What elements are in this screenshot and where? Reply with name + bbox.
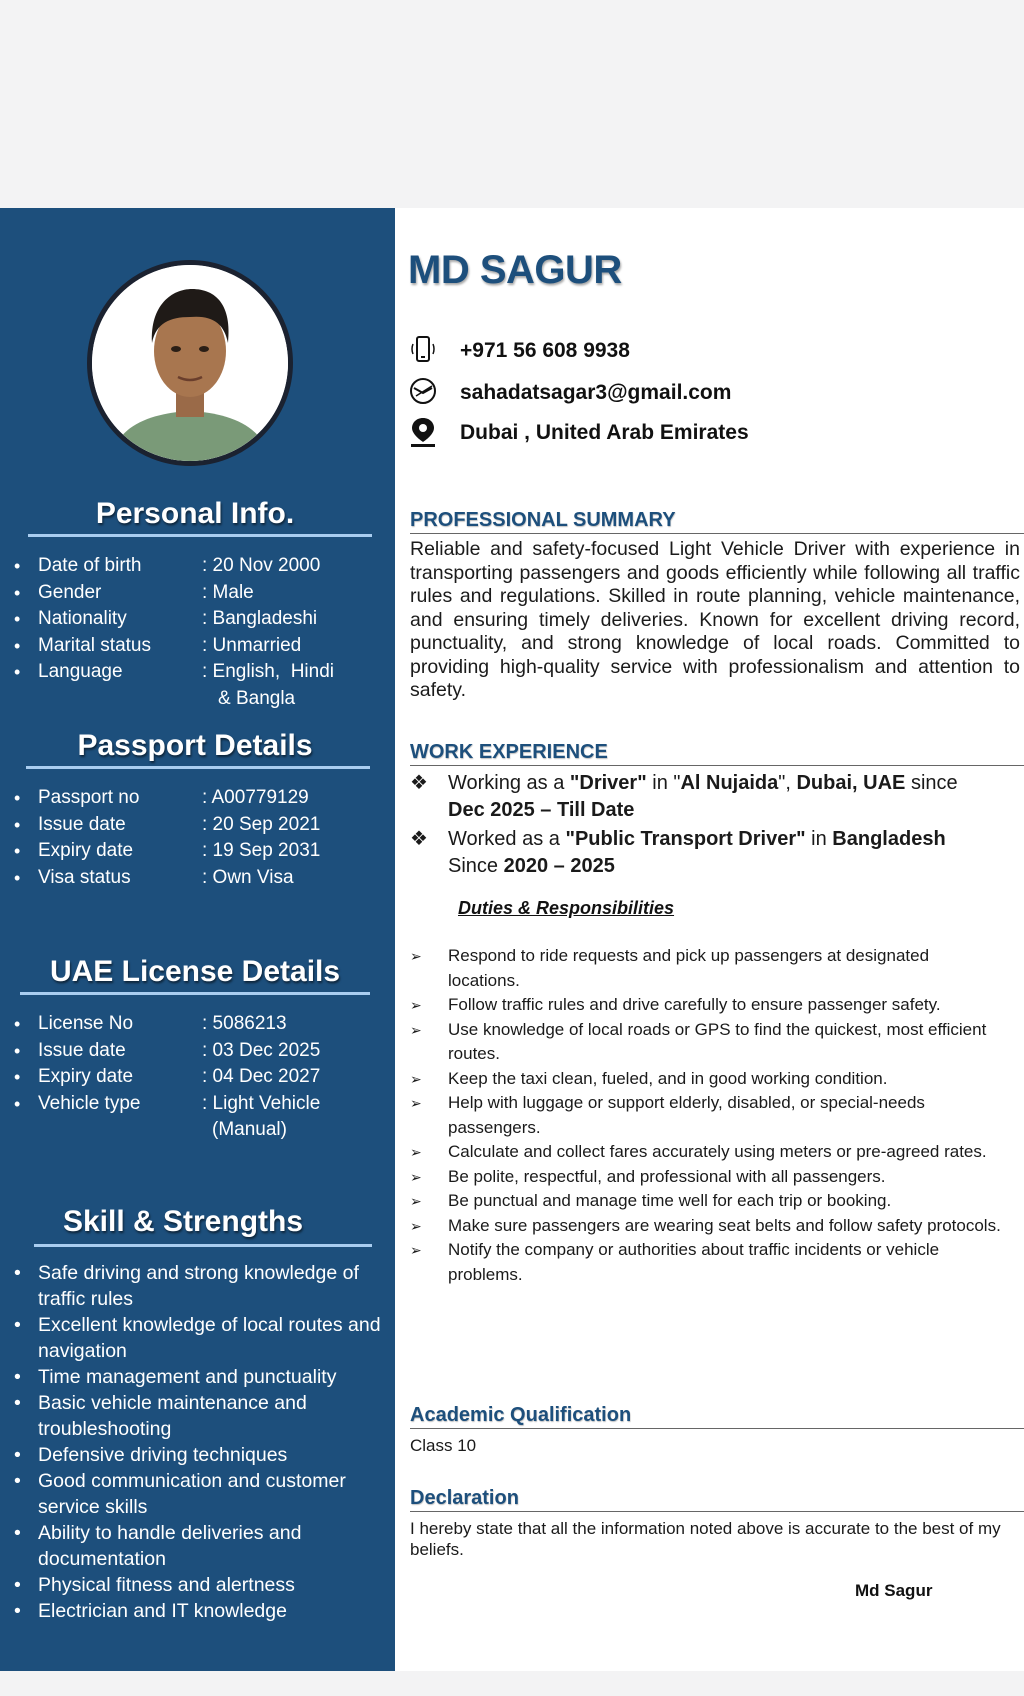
skill-item: • Safe driving and strong knowledge of traffic rules (14, 1260, 386, 1312)
passport-item-number (14, 785, 309, 812)
personal-info-list (14, 553, 335, 712)
skills-list (14, 1260, 386, 1624)
email-at-icon (408, 376, 438, 406)
skill-item: • Excellent knowledge of local routes and navigation (14, 1312, 386, 1364)
location-text: Dubai , United Arab Emirates (460, 421, 749, 444)
skills-heading: Skill & Strengths (62, 1205, 304, 1238)
passport-list (14, 785, 321, 891)
duty-item: ➢ Make sure passengers are wearing seat belts and follow safety protocols. (410, 1214, 1002, 1239)
skill-item: • Defensive driving techniques (14, 1442, 386, 1468)
signature-name: Md Sagur (855, 1581, 933, 1600)
work-list (410, 770, 1020, 882)
duty-item: ➢ Be punctual and manage time well for each trip or booking. (410, 1189, 1002, 1214)
skill-item: • Ability to handle deliveries and documentation (14, 1520, 386, 1572)
duty-item: ➢ Respond to ride requests and pick up passengers at designated locations. (410, 944, 1002, 993)
passport-item-expiry (14, 838, 321, 865)
label: • Issue date (38, 813, 126, 835)
value: : 5086213 (202, 1013, 287, 1034)
job-text: Since (448, 855, 504, 877)
personal-item-dob (14, 553, 321, 580)
skill-item: • Basic vehicle maintenance and troubleshooting (14, 1390, 386, 1442)
job-text: Working as a (448, 772, 570, 794)
summary-text: Reliable and safety-focused Light Vehicle Driver with experience in transporting passengers and goods efficiently while following all traffic rules and regulations. Skilled in route planning, vehicle maintenance, and ensuring timely deliveries. Known for excellent driving record, punctuality, and strong knowledge of local roads. Committed to providing high-quality service with professionalism and attention to safety. (410, 538, 1020, 701)
job-text: since (905, 772, 958, 794)
location-pin-icon (408, 416, 438, 446)
value: : 04 Dec 2027 (202, 1066, 321, 1087)
job-text: in " (646, 772, 681, 794)
duty-item: ➢ Notify the company or authorities about traffic incidents or vehicle problems. (410, 1238, 1002, 1287)
job-role: "Public Transport Driver" (565, 828, 806, 850)
declaration-heading: Declaration (410, 1487, 1024, 1512)
academic-text: Class 10 (410, 1436, 477, 1455)
job-period: 2020 – 2025 (503, 855, 615, 877)
value: : Bangladeshi (202, 608, 318, 629)
job-text: in (805, 828, 833, 850)
job-place: Dubai, UAE (796, 772, 906, 794)
label: • Issue date (38, 1039, 126, 1061)
job-role: "Driver" (569, 772, 647, 794)
job-text: Worked as a (448, 828, 566, 850)
contact-location (408, 416, 1008, 450)
label: • Nationality (38, 608, 127, 629)
skills-rule (34, 1244, 372, 1247)
label: • Passport no (38, 787, 140, 808)
job-period: Dec 2025 – Till Date (448, 799, 635, 821)
label: • Language (38, 661, 123, 682)
label: • Marital status (38, 634, 151, 656)
job-item (410, 770, 1020, 824)
email-address[interactable]: sahadatsagar3@gmail.com (460, 381, 732, 404)
value: : Own Visa (202, 866, 294, 888)
value: : Unmarried (202, 634, 302, 656)
license-list (14, 1011, 321, 1144)
job-item (410, 826, 1020, 880)
value: : 20 Sep 2021 (202, 813, 321, 835)
job-company: Al Nujaida (680, 772, 779, 794)
resume-page (0, 208, 1024, 1671)
duty-item: ➢ Be polite, respectful, and professional with all passengers. (410, 1165, 1002, 1190)
personal-item-language (14, 659, 335, 712)
skill-item: • Time management and punctuality (14, 1364, 386, 1390)
passport-heading: Passport Details (77, 729, 313, 762)
job-company: Bangladesh (832, 828, 946, 850)
profile-photo (87, 260, 293, 466)
duty-item: ➢ Help with luggage or support elderly, disabled, or special-needs passengers. (410, 1091, 1002, 1140)
duty-item: ➢ Use knowledge of local roads or GPS to find the quickest, most efficient routes. (410, 1018, 1002, 1067)
declaration-text: I hereby state that all the information noted above is accurate to the best of my beliefs. (410, 1519, 1001, 1559)
value: : A00779129 (202, 787, 309, 808)
passport-rule (26, 766, 370, 769)
work-heading: WORK EXPERIENCE (410, 741, 1024, 766)
duties-heading: Duties & Responsibilities (458, 898, 675, 918)
contact-email (408, 376, 1008, 410)
duties-list (410, 944, 1002, 1287)
label: • Date of birth (38, 555, 142, 576)
passport-item-visa (14, 865, 294, 892)
diamond-bullet-icon: ❖ (410, 772, 428, 794)
license-item-issue (14, 1038, 321, 1065)
duty-item: ➢ Keep the taxi clean, fueled, and in good working condition. (410, 1067, 1002, 1092)
label: • Visa status (38, 866, 131, 888)
diamond-bullet-icon: ❖ (410, 828, 428, 850)
duty-item: ➢ Calculate and collect fares accurately using meters or pre-agreed rates. (410, 1140, 1002, 1165)
value: : Light Vehicle (202, 1092, 321, 1114)
skill-item: • Electrician and IT knowledge (14, 1598, 386, 1624)
skill-item: • Good communication and customer service skills (14, 1468, 386, 1520)
passport-item-issue (14, 812, 321, 839)
personal-item-gender (14, 580, 254, 607)
contact-phone (408, 334, 1008, 368)
job-text: ", (778, 772, 797, 794)
academic-heading: Academic Qualification (410, 1404, 1024, 1429)
license-heading: UAE License Details (49, 955, 341, 988)
personal-info-rule (28, 534, 372, 537)
personal-item-nationality (14, 606, 318, 633)
sidebar (0, 208, 395, 1671)
value: : 20 Nov 2000 (202, 555, 321, 576)
license-item-vehicle (14, 1091, 321, 1144)
value: : 19 Sep 2031 (202, 840, 321, 861)
license-item-number (14, 1011, 287, 1038)
phone-number[interactable]: +971 56 608 9938 (460, 339, 630, 362)
value-continued: & Bangla (218, 687, 296, 709)
value: : English, Hindi (202, 661, 335, 682)
license-rule (20, 992, 370, 995)
label: • Expiry date (38, 1066, 134, 1087)
label: • License No (38, 1013, 134, 1034)
personal-item-marital (14, 633, 302, 660)
value: : 03 Dec 2025 (202, 1039, 321, 1061)
value: : Male (202, 581, 254, 603)
mobile-phone-icon (408, 334, 438, 364)
label: • Gender (38, 581, 102, 603)
skill-item: • Physical fitness and alertness (14, 1572, 386, 1598)
duty-item: ➢ Follow traffic rules and drive carefully to ensure passenger safety. (410, 993, 1002, 1018)
license-item-expiry (14, 1064, 321, 1091)
label: • Expiry date (38, 840, 134, 861)
personal-info-heading: Personal Info. (95, 497, 295, 530)
value-continued: (Manual) (212, 1119, 287, 1140)
label: • Vehicle type (38, 1092, 141, 1114)
summary-heading: PROFESSIONAL SUMMARY (410, 509, 1024, 534)
candidate-name: MD SAGUR (408, 248, 622, 292)
